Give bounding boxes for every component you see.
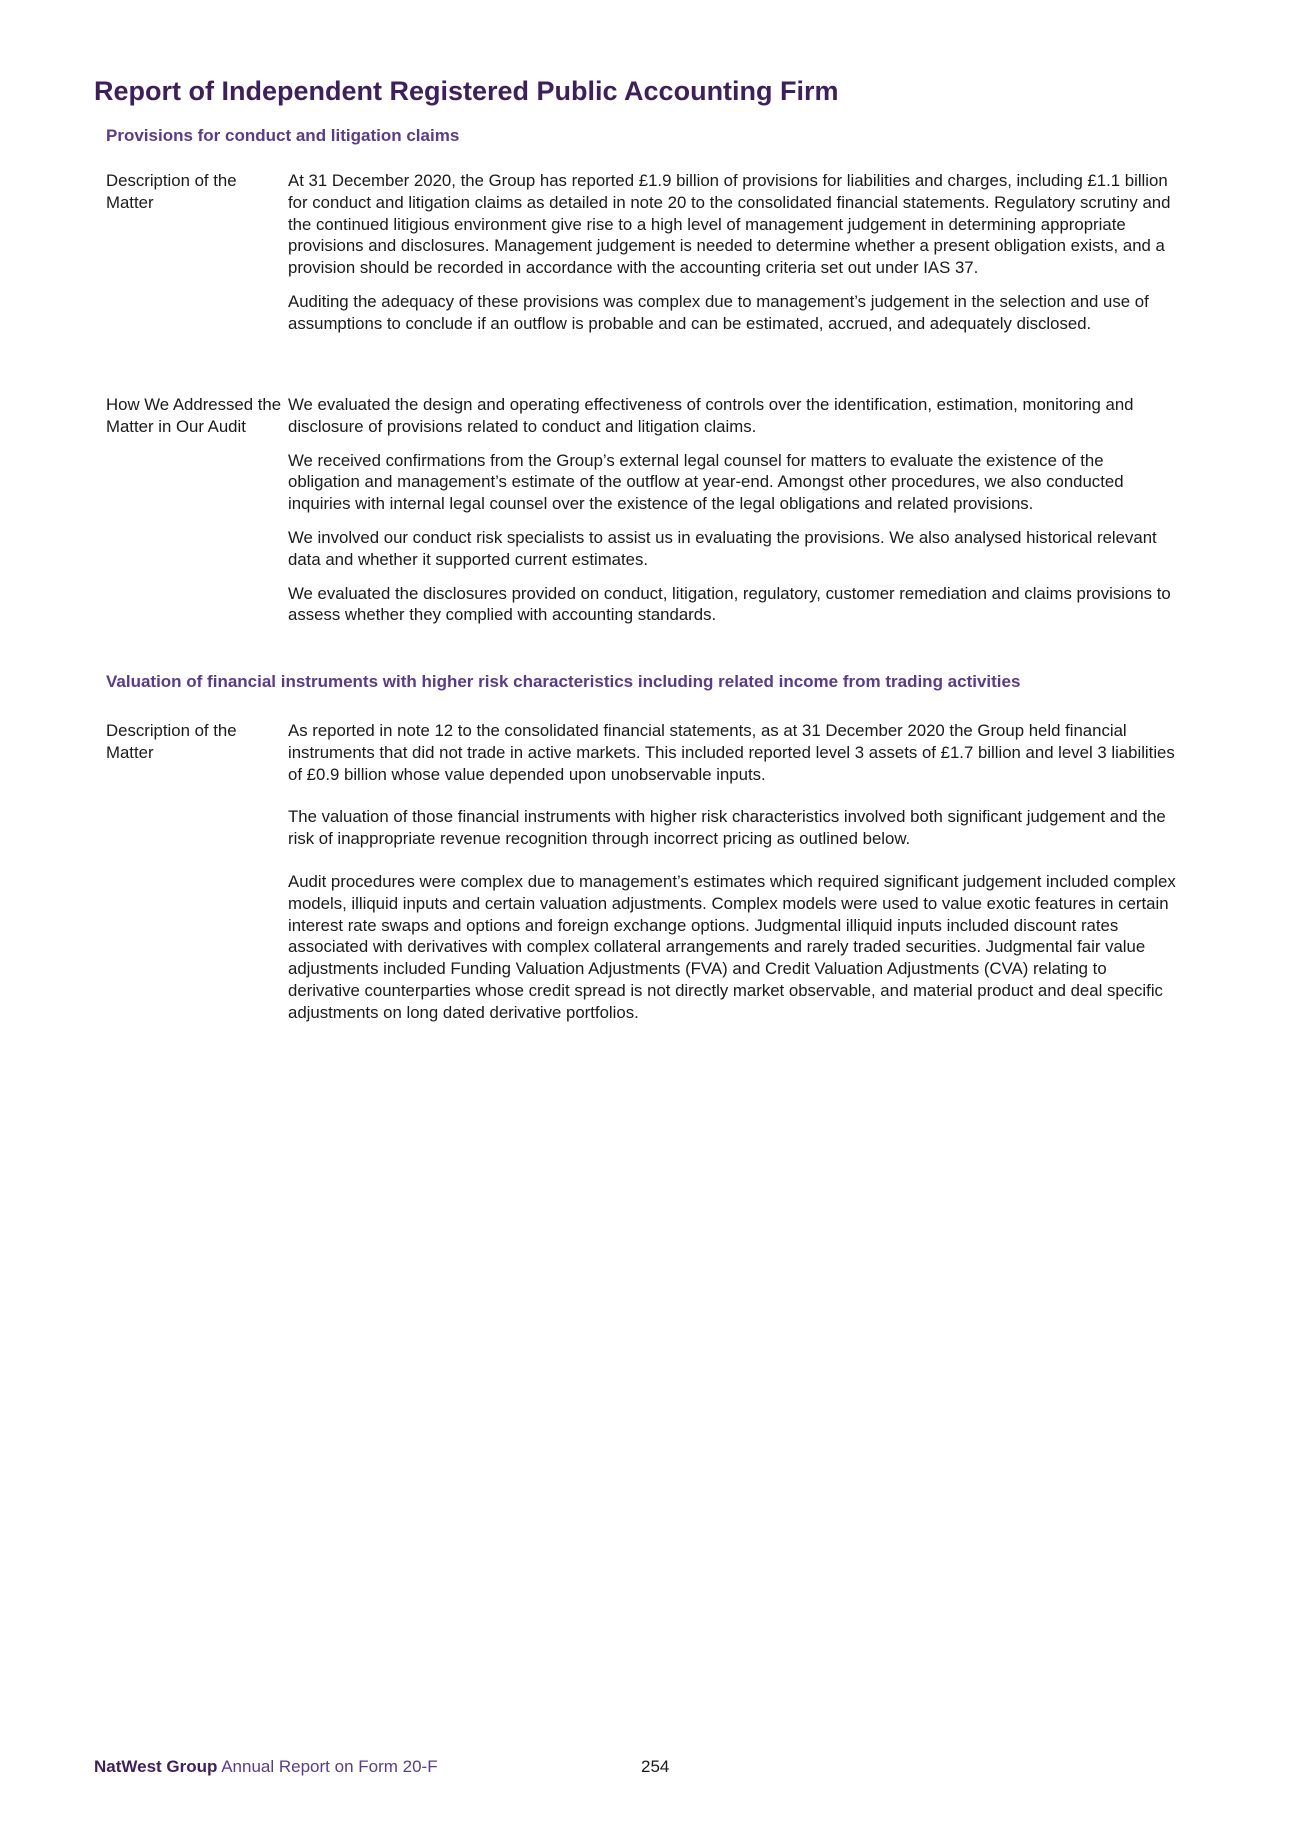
row-label: Description of the Matter	[106, 721, 237, 762]
row-body	[288, 720, 1176, 1024]
footer-brand: NatWest Group	[94, 1757, 218, 1776]
footer	[94, 1757, 438, 1777]
page-title: Report of Independent Registered Public Accounting Firm	[94, 76, 839, 106]
section-heading-valuation: Valuation of financial instruments with higher risk characteristics including related income from trading activities	[106, 672, 1021, 691]
row-body	[288, 170, 1176, 335]
row-label: How We Addressed the Matter in Our Audit	[106, 395, 282, 436]
row-body	[288, 394, 1176, 626]
row-label: Description of the Matter	[106, 171, 237, 212]
paragraph: Audit procedures were complex due to management’s estimates which required significant judgement included complex models, illiquid inputs and certain valuation adjustments. Complex models were used to value exotic features in certain interest rate swaps and options and foreign exchange options. Judgmental illiquid inputs included discount rates associated with derivatives with complex collateral arrangements and rarely traded securities. Judgmental fair value adjustments included Funding Valuation Adjustments (FVA) and Credit Valuation Adjustments (CVA) relating to derivative counterparties whose credit spread is not directly market observable, and material product and deal specific adjustments on long dated derivative portfolios.	[288, 871, 1176, 1022]
paragraph: We evaluated the design and operating effectiveness of controls over the identification, estimation, monitoring and disclosure of provisions related to conduct and litigation claims.	[288, 395, 1134, 436]
paragraph: We received confirmations from the Group’s external legal counsel for matters to evaluate the existence of the obligation and management’s estimate of the outflow at year-end. Amongst other procedures, we also conducted inquiries with internal legal counsel over the existence of the legal obligations and related provisions.	[288, 450, 1124, 514]
section-heading-provisions: Provisions for conduct and litigation claims	[106, 126, 460, 145]
paragraph: We evaluated the disclosures provided on conduct, litigation, regulatory, customer remediation and claims provisions to assess whether they complied with accounting standards.	[288, 583, 1171, 625]
paragraph: Auditing the adequacy of these provisions was complex due to management’s judgement in the selection and use of assumptions to conclude if an outflow is probable and can be estimated, accrued, and adequately disclosed.	[288, 291, 1149, 333]
paragraph: We involved our conduct risk specialists to assist us in evaluating the provisions. We also analysed historical relevant data and whether it supported current estimates.	[288, 527, 1157, 569]
matter-row-description	[106, 720, 1176, 1024]
footer-report-name: Annual Report on Form 20-F	[221, 1757, 438, 1776]
matter-row-description	[106, 170, 1176, 335]
paragraph: As reported in note 12 to the consolidated financial statements, as at 31 December 2020 the Group held financial instruments that did not trade in active markets. This included reported level 3 assets of £1.7 billion and level 3 liabilities of £0.9 billion whose value depended upon unobservable inputs.	[288, 721, 1175, 784]
matter-row-audit-approach	[106, 394, 1176, 626]
paragraph: At 31 December 2020, the Group has reported £1.9 billion of provisions for liabilities and charges, including £1.1 billion for conduct and litigation claims as detailed in note 20 to the consolidated financial statements. Regulatory scrutiny and the continued litigious environment give rise to a high level of management judgement in determining appropriate provisions and disclosures. Management judgement is needed to determine whether a present obligation exists, and a provision should be recorded in accordance with the accounting criteria set out under IAS 37.	[288, 171, 1171, 278]
paragraph: The valuation of those financial instruments with higher risk characteristics involved both significant judgement and the risk of inappropriate revenue recognition through incorrect pricing as outlined below.	[288, 807, 1166, 849]
page-number: 254	[641, 1757, 670, 1776]
